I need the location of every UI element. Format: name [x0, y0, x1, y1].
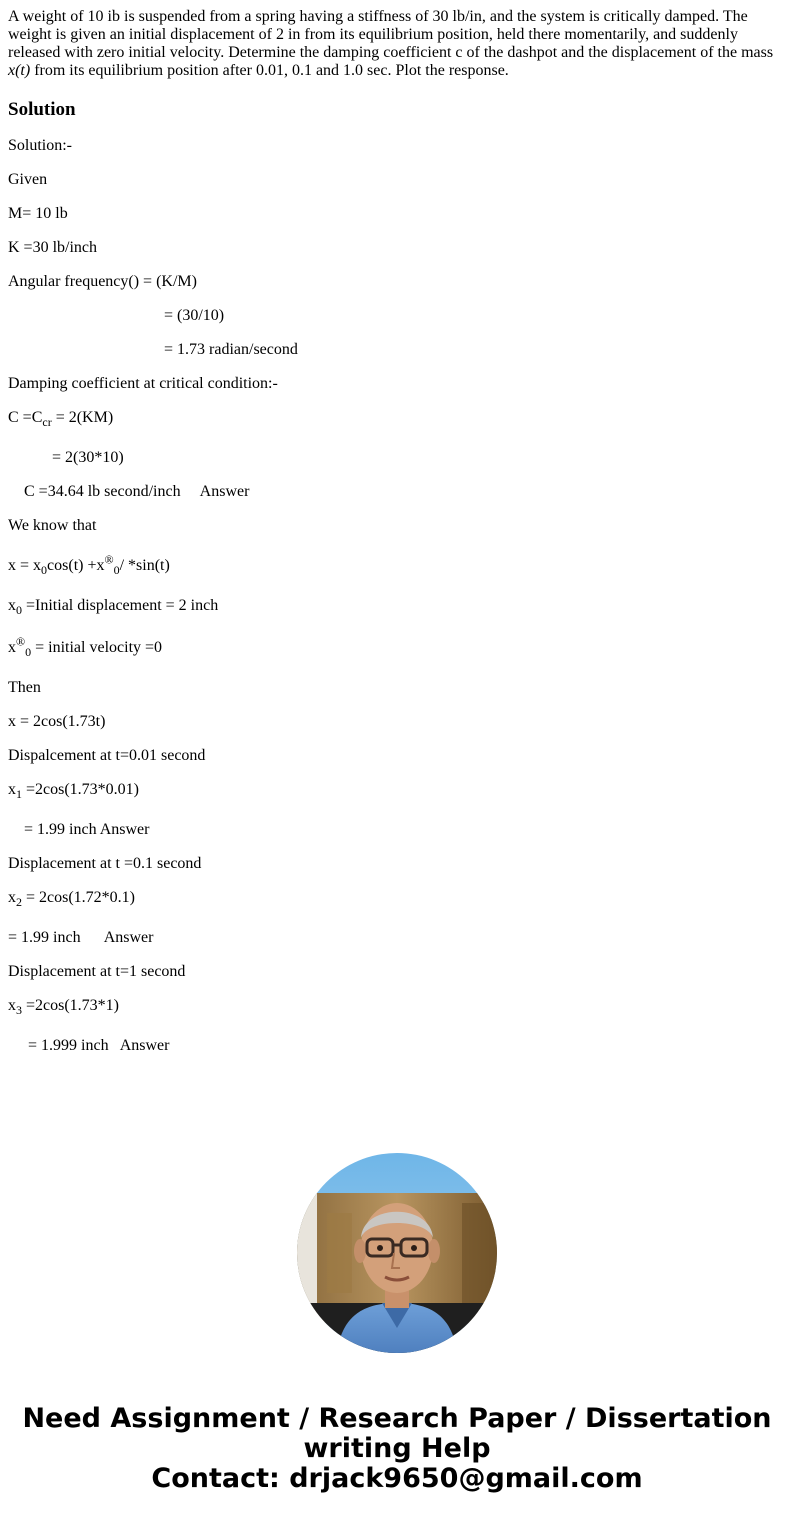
omega-definition: Angular frequency() = (K/M) [8, 273, 197, 290]
disp2-label: Displacement at t =0.1 second [8, 855, 202, 872]
stiffness-line: K =30 lb/inch [8, 239, 98, 256]
then-line: Then [8, 679, 41, 696]
we-know-line: We know that [8, 517, 97, 534]
author-portrait-image [297, 1153, 497, 1353]
critical-damping-answer: C =34.64 lb second/inch Answer [24, 483, 250, 500]
x2-formula: $x_2 = 2\cos(1.72*0.1)$ [8, 889, 136, 910]
x3-formula: $x_3 =2\cos(1.73*1)$ [8, 997, 120, 1018]
promo-line-2: writing Help [303, 1433, 491, 1464]
critical-damping-formula: $C =C_{cr} = 2(KM)$ [8, 409, 114, 430]
x2-answer: = 1.99 inch Answer [8, 929, 154, 946]
solution-heading: Solution [8, 99, 76, 120]
critical-damping-step: = 2(30*10) [52, 449, 124, 466]
x3-answer: = 1.999 inch Answer [28, 1037, 170, 1054]
author-avatar [297, 1153, 497, 1353]
disp3-label: Displacement at t=1 second [8, 963, 186, 980]
solution-label: Solution:- [8, 137, 73, 154]
simplified-equation: x = 2cos(1.73t) [8, 713, 106, 730]
omega-value: = 1.73 radian/second [164, 341, 298, 358]
initial-velocity-line: $x®_0$ = initial velocity =0 [8, 634, 163, 660]
mass-line: M= 10 lb [8, 205, 68, 222]
omega-step: = (30/10) [164, 307, 225, 324]
x1-answer: = 1.99 inch Answer [24, 821, 150, 838]
promo-contact: Contact: drjack9650@gmail.com [151, 1463, 643, 1494]
damping-intro: Damping coefficient at critical condition:- [8, 375, 278, 392]
initial-displacement-line: $x_0$ =Initial displacement = 2 inch [8, 597, 219, 618]
promo-banner [0, 1404, 794, 1494]
given-label: Given [8, 171, 48, 188]
displacement-equation: $x = x_0\cos(t) +x®_0/$ *sin(t) [8, 552, 170, 578]
question-text: A weight of 10 ib is suspended from a spring having a stiffness of 30 lb/in, and the system is critically damped. The weight is given an initial displacement of 2 in from its equilibrium position, held there momentarily, and suddenly released with zero initial velocity. Determine the damping coefficient c of the dashpot and the displacement of the mass x(t) from its equilibrium position after 0.01, 0.1 and 1.0 sec. Plot the response. [8, 8, 774, 79]
x1-formula: $x_1 =2\cos(1.73*0.01)$ [8, 781, 140, 802]
disp1-label: Dispalcement at t=0.01 second [8, 747, 206, 764]
promo-line-1: Need Assignment / Research Paper / Dissertation [22, 1403, 772, 1434]
xt-italic: x(t) [8, 62, 31, 79]
